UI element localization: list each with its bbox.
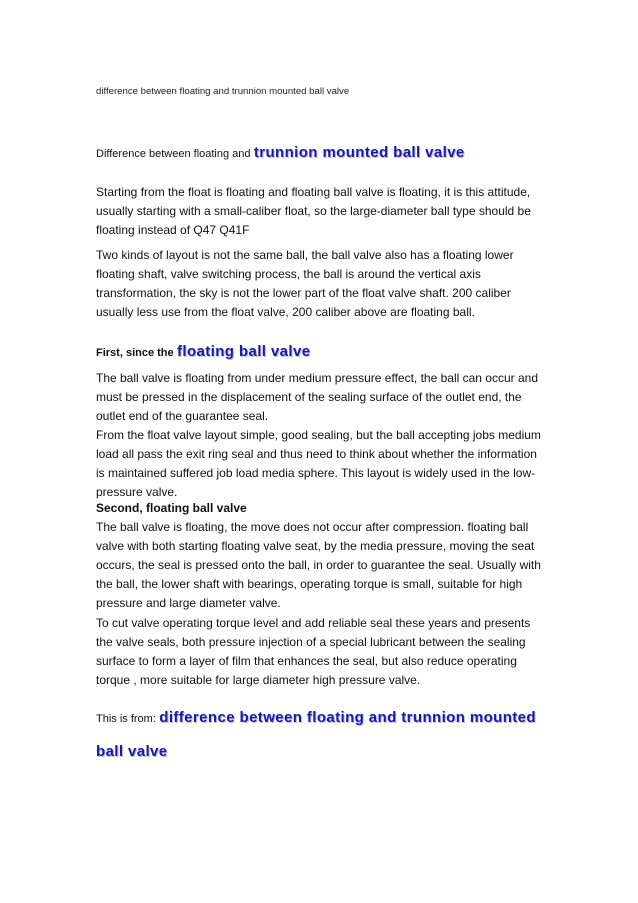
source-line-2 — [96, 742, 546, 762]
section-1-lead: First, since the — [96, 347, 174, 359]
section-2-heading: Second, floating ball valve — [96, 501, 247, 515]
source-lead: This is from: — [96, 713, 156, 725]
intro-heading-lead: Difference between floating and — [96, 148, 251, 160]
trunnion-ball-valve-link[interactable]: trunnion mounted ball valve — [253, 144, 465, 161]
section-1-paragraph-b: From the float valve layout simple, good sealing, but the ball accepting jobs medium load all pass the exit ring seal and thus need to think about whether the information is maintained suffered job load media sphere. This layout is widely used in the low-pressure valve. — [96, 428, 541, 499]
section-2-paragraph-a: The ball valve is floating, the move does not occur after compression. floating ball valve with both starting floating valve seat, by the media pressure, moving the seat occurs, the seal is pressed onto the ball, in order to guarantee the seal. Usually with the ball, the lower shaft with bearings, operating torque is small, suitable for high pressure and large diameter valve. — [96, 520, 541, 610]
source-line — [96, 708, 556, 729]
source-link-line-1[interactable]: difference between floating and trunnion mounted — [159, 709, 536, 726]
floating-ball-valve-link[interactable]: floating ball valve — [176, 343, 311, 360]
intro-heading — [96, 143, 546, 164]
page-header: difference between floating and trunnion mounted ball valve — [96, 86, 350, 97]
section-1-paragraph-a: The ball valve is floating from under medium pressure effect, the ball can occur and must be pressed in the displacement of the sealing surface of the outlet end, the outlet end of the guarantee seal. — [96, 371, 539, 423]
paragraph-2: Two kinds of layout is not the same ball, the ball valve also has a floating lower floating shaft, valve switching process, the ball is around the vertical axis transformation, the sky is not the lower part of the float valve shaft. 200 caliber usually less use from the float valve, 200 caliber above are floating ball. — [96, 248, 514, 319]
section-2-paragraph-b: To cut valve operating torque level and add reliable seal these years and presents the valve seals, both pressure injection of a special lubricant between the sealing surface to form a layer of film that enhances the seal, but also reduce operating torque , more suitable for large diameter high pressure valve. — [96, 616, 531, 687]
source-link-line-2[interactable]: ball valve — [96, 743, 168, 760]
section-1-heading — [96, 342, 546, 363]
paragraph-1: Starting from the float is floating and floating ball valve is floating, it is this attitude, usually starting with a small-caliber float, so the large-diameter ball type should be floating instead of Q47 Q41F — [96, 185, 531, 237]
